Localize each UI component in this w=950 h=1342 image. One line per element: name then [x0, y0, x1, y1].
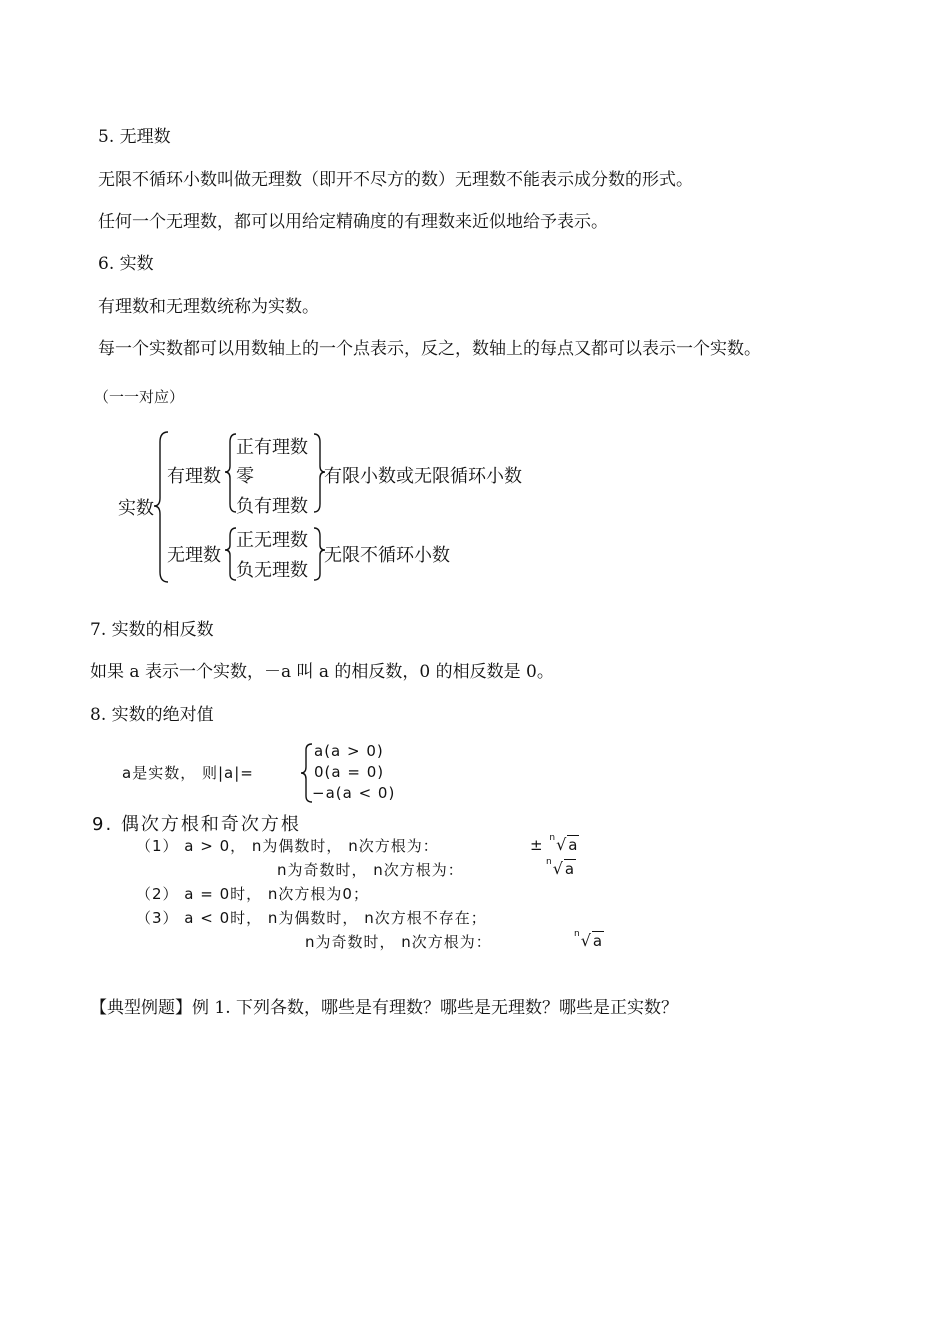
example-1: 【典型例题】例 1. 下列各数，哪些是有理数？哪些是无理数？哪些是正实数？: [90, 998, 679, 1018]
diagram-positive-irrational: 正无理数: [236, 530, 308, 551]
section-5-paragraph-1: 无限不循环小数叫做无理数（即开不尽方的数）无理数不能表示成分数的形式。: [98, 170, 693, 190]
nth-root-expression: $^n$√a: [549, 833, 579, 854]
nth-root-expression: $^n$√a: [574, 929, 604, 950]
section-6-heading: 6. 实数: [98, 254, 154, 274]
roots-case-1-condition: （1） a > 0， n为偶数时， n次方根为：: [136, 837, 439, 855]
section-6-paragraph-1: 有理数和无理数统称为实数。: [98, 297, 319, 317]
absolute-value-lhs: a是实数， 则|a|=: [122, 764, 254, 782]
section-5-paragraph-2: 任何一个无理数，都可以用给定精确度的有理数来近似地给予表示。: [98, 212, 608, 232]
section-7-paragraph: 如果 a 表示一个实数，－a 叫 a 的相反数，0 的相反数是 0。: [90, 662, 554, 682]
roots-case-1-odd-condition: n为奇数时， n次方根为：: [277, 861, 464, 879]
absolute-value-case-zero: 0(a = 0): [314, 763, 385, 781]
nth-root-expression: $^n$√a: [546, 857, 576, 878]
absolute-value-case-positive: a(a > 0): [314, 742, 384, 760]
roots-case-1-odd-root: [546, 859, 576, 878]
section-7-heading: 7. 实数的相反数: [90, 620, 214, 640]
roots-case-3-condition: （3） a < 0时， n为偶数时， n次方根不存在；: [136, 909, 487, 927]
absolute-value-case-negative: −a(a < 0): [312, 784, 396, 802]
diagram-negative-rational: 负有理数: [236, 496, 308, 517]
section-5-heading: 5. 无理数: [98, 127, 171, 147]
roots-case-3-odd-condition: n为奇数时， n次方根为：: [305, 933, 492, 951]
diagram-real-number: 实数: [118, 498, 154, 519]
diagram-zero: 零: [236, 466, 254, 487]
section-6-paragraph-2: 每一个实数都可以用数轴上的一个点表示，反之，数轴上的每点又都可以表示一个实数。: [98, 339, 761, 359]
diagram-irrational: 无理数: [167, 545, 221, 566]
plus-minus-sign: ±: [530, 836, 544, 854]
diagram-rational-description: 有限小数或无限循环小数: [324, 466, 522, 487]
diagram-rational: 有理数: [167, 466, 221, 487]
section-6-note: （一一对应）: [94, 388, 185, 406]
roots-case-3-odd-root: [574, 931, 604, 950]
roots-case-2: （2） a = 0时， n次方根为0；: [136, 885, 369, 903]
roots-case-1-even-root: [530, 835, 579, 854]
section-8-heading: 8. 实数的绝对值: [90, 705, 214, 725]
diagram-irrational-description: 无限不循环小数: [324, 545, 450, 566]
section-9-heading: 9. 偶次方根和奇次方根: [92, 814, 301, 835]
diagram-positive-rational: 正有理数: [236, 437, 308, 458]
diagram-negative-irrational: 负无理数: [236, 560, 308, 581]
